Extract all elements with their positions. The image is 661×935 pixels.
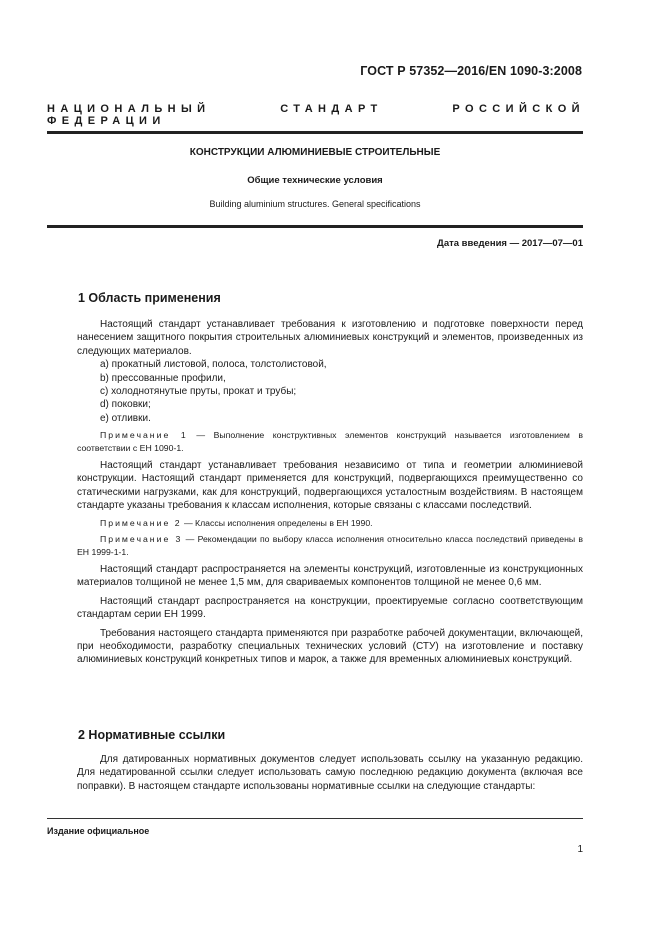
section-2-heading: 2 Нормативные ссылки (78, 728, 226, 742)
paragraph: Для датированных нормативных документов следует использовать ссылку на указанную редакцию. Для недатированной ссылки следует использовать самую последнюю редакцию документа (включая все поправки). В настоящем стандарте использованы нормативные ссылки на следующие стандарты: (77, 754, 583, 792)
document-title: КОНСТРУКЦИИ АЛЮМИНИЕВЫЕ СТРОИТЕЛЬНЫЕ (189, 147, 441, 158)
list-item: a) прокатный листовой, полоса, толстолистовой, (100, 359, 327, 371)
note-label: Примечание 3 (100, 534, 183, 545)
note-2 (77, 517, 583, 529)
list-item: c) холоднотянутые пруты, прокат и трубы; (100, 386, 297, 398)
paragraph: Настоящий стандарт распространяется на конструкции, проектируемые согласно соответствующим стандартам серии ЕН 1999. (77, 595, 583, 621)
paragraph: Настоящий стандарт устанавливает требования независимо от типа и геометрии алюминиевой конструкции. Настоящий стандарт применяется для конструкций, подвергающихся преимущественно со статическими нагрузками, как для конструкций, подвергающихся усталостным воздействиям. В настоящем стандарте указаны требования к классам исполнения, которые связаны с классами последствий. (77, 460, 583, 512)
note-text: — Рекомендации по выбору класса исполнения относительно класса последствий приведены в ЕН 1999-1-1. (77, 534, 583, 557)
note-label: Примечание 1 (100, 430, 188, 441)
note-label: Примечание 2 (100, 517, 182, 528)
note-text: — Классы исполнения определены в ЕН 1990. (181, 517, 373, 528)
section-1-heading: 1 Область применения (78, 291, 221, 305)
paragraph: Настоящий стандарт распространяется на элементы конструкций, изготовленные из конструкционных материалов толщиной не менее 1,5 мм, для свариваемых компонентов толщиной не менее 0,6 мм. (77, 563, 583, 589)
document-number: ГОСТ Р 57352—2016/EN 1090-3:2008 (360, 64, 582, 78)
document-subtitle: Общие технические условия (247, 175, 383, 186)
english-title: Building aluminium structures. General specifications (209, 199, 421, 209)
introduction-date: Дата введения — 2017—07—01 (437, 238, 583, 249)
official-edition-label: Издание официальное (47, 826, 150, 836)
title-divider (47, 225, 583, 228)
section-1-body (77, 318, 583, 667)
paragraph: Требования настоящего стандарта применяются при разработке рабочей документации, включающей, при необходимости, разработку специальных технических условий (СТУ) на изготовление и поставку алюминиевых конструкций конкретных типов и марок, а также для временных алюминиевых конструкций. (77, 627, 583, 666)
note-3 (77, 533, 583, 558)
section-2-body (77, 753, 583, 793)
list-item: d) поковки; (100, 399, 151, 411)
list-item: e) отливки. (100, 412, 151, 424)
list-item: b) прессованные профили, (100, 372, 226, 384)
national-standard-heading: НАЦИОНАЛЬНЫЙ СТАНДАРТ РОССИЙСКОЙ ФЕДЕРАЦИИ (47, 103, 585, 127)
note-1 (77, 429, 583, 454)
page-number: 1 (577, 844, 583, 855)
paragraph: Настоящий стандарт устанавливает требования к изготовлению и подготовке поверхности перед нанесением защитного покрытия строительных алюминиевых конструкций и элементов, произведенных из следующих материалов. (77, 319, 583, 357)
footer-divider (47, 818, 583, 819)
note-text: — Выполнение конструктивных элементов конструкций называется изготовлением в соответствии с ЕН 1090-1. (77, 430, 583, 453)
header-divider (47, 131, 583, 134)
